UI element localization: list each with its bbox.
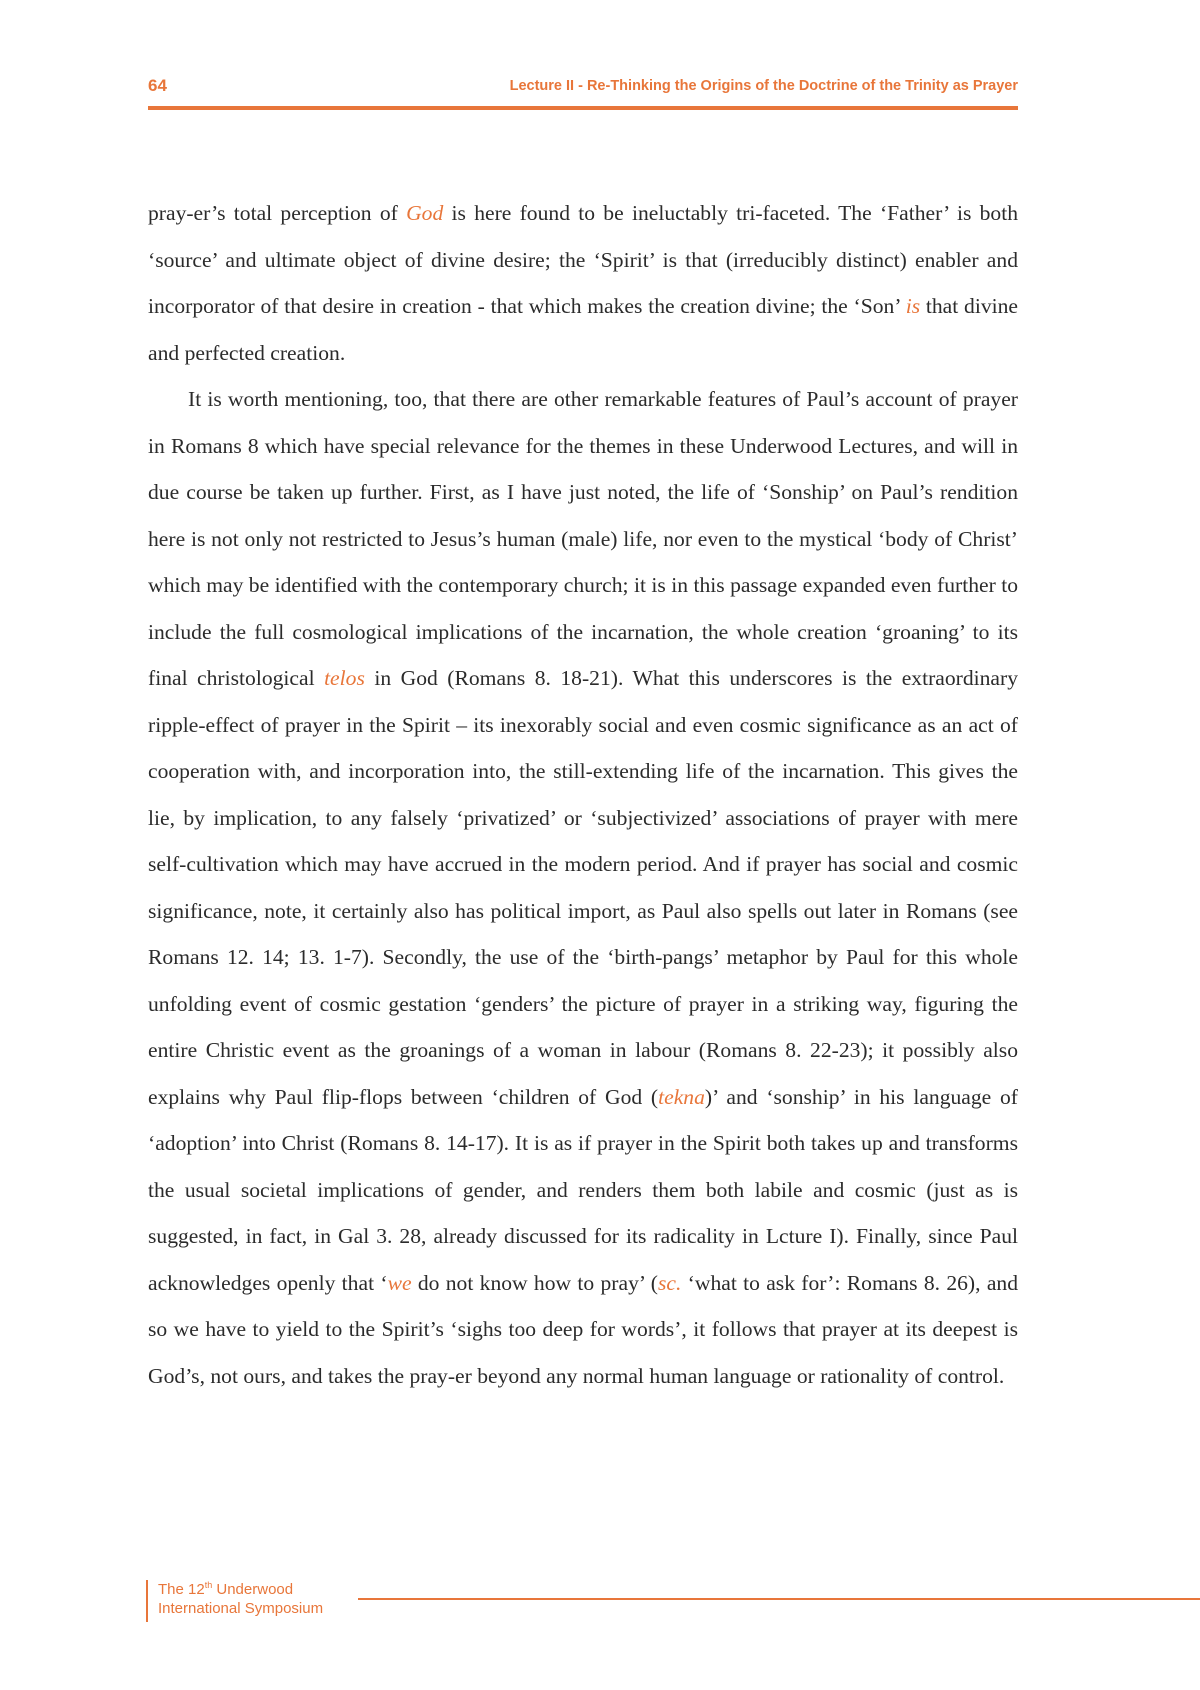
p2-emphasis-telos: telos — [324, 666, 365, 690]
page-header — [148, 74, 1018, 104]
p2-text-1: It is worth mentioning, too, that there are other remarkable features of Paul’s account of prayer in Romans 8 which have special relevance for the themes in these Underwood Lectures, and will in due course be taken up further. First, as I have just noted, the life of ‘Sonship’ on Paul’s rendition here is not only not restricted to Jesus’s human (male) life, nor even to the mystical ‘body of Christ’ which may be identified with the contemporary church; it is in this passage expanded even further to include the full cosmological implications of the incarnation, the whole creation ‘groaning’ to its final christological — [148, 387, 1018, 690]
p1-text-3: that divine and perfected creation. — [148, 294, 1019, 365]
paragraph-2 — [148, 376, 1018, 1399]
p2-text-4: do not know how to pray’ ( — [411, 1270, 658, 1295]
p1-emphasis-is: is — [905, 294, 921, 318]
p2-emphasis-tekna: tekna — [658, 1084, 705, 1109]
p2-text-2: in God (Romans 8. 18-21). What this underscores is the extraordinary ripple-effect of prayer in the Spirit – its inexorably social and even cosmic significance as an act of cooperation with, and incorporation into, the still-extending life of the incarnation. This gives the lie, by implication, to any falsely ‘privatized’ or ‘subjectivized’ associations of prayer with mere self-cultivation which may have accrued in the modern period. And if prayer has social and cosmic significance, note, it certainly also has political import, as Paul also spells out later in Romans (see Romans 12. 14; 13. 1-7). Secondly, the use of the ‘birth-pangs’ metaphor by Paul for this whole unfolding event of cosmic gestation ‘genders’ the picture of prayer in a striking way, figuring the entire Christic event as the groanings of a woman in labour (Romans 8. 22-23); it possibly also explains why Paul flip-flops between ‘children of God ( — [148, 666, 1018, 1109]
p2-emphasis-sc: sc. — [657, 1270, 682, 1295]
footer-line-1-pre: The 12 — [158, 1581, 205, 1598]
footer-line-1-post: Underwood — [212, 1581, 294, 1598]
footer-line-1 — [158, 1580, 323, 1599]
p2-text-3: )’ and ‘sonship’ in his language of ‘adoption’ into Christ (Romans 8. 14-17). It is as if prayer in the Spirit both takes up and transforms the usual societal implications of gender, and renders them both labile and cosmic (just as is suggested, in fact, in Gal 3. 28, already discussed for its radicality in Lcture I). Finally, since Paul acknowledges openly that ‘ — [148, 1084, 1018, 1295]
footer-symposium-label — [146, 1580, 323, 1622]
footer-line-2: International Symposium — [158, 1600, 324, 1617]
p1-text-2: is here found to be ineluctably tri-faceted. The ‘Father’ is both ‘source’ and ultimate object of divine desire; the ‘Spirit’ is that (irreducibly distinct) enabler and incorporator of that desire in creation - that which makes the creation divine; the ‘Son’ — [148, 201, 1018, 318]
p1-emphasis-god: God — [406, 201, 444, 225]
p2-emphasis-we: we — [387, 1270, 412, 1295]
p2-text-5: ‘what to ask for’: Romans 8. 26), and so we have to yield to the Spirit’s ‘sighs too deep for words’, it follows that prayer at its deepest is God’s, not ours, and takes the pray-er beyond any normal human language or rationality of control. — [148, 1270, 1019, 1388]
p1-text-1: pray-er’s total perception of — [148, 201, 407, 225]
page-number: 64 — [148, 76, 167, 95]
header-rule — [148, 106, 1018, 110]
paragraph-1 — [148, 190, 1018, 376]
footer-ordinal-suffix: th — [204, 1580, 213, 1590]
running-title: Lecture II - Re-Thinking the Origins of the Doctrine of the Trinity as Prayer — [509, 78, 1018, 94]
footer-rule — [358, 1598, 1200, 1600]
body-text — [148, 190, 1018, 1399]
